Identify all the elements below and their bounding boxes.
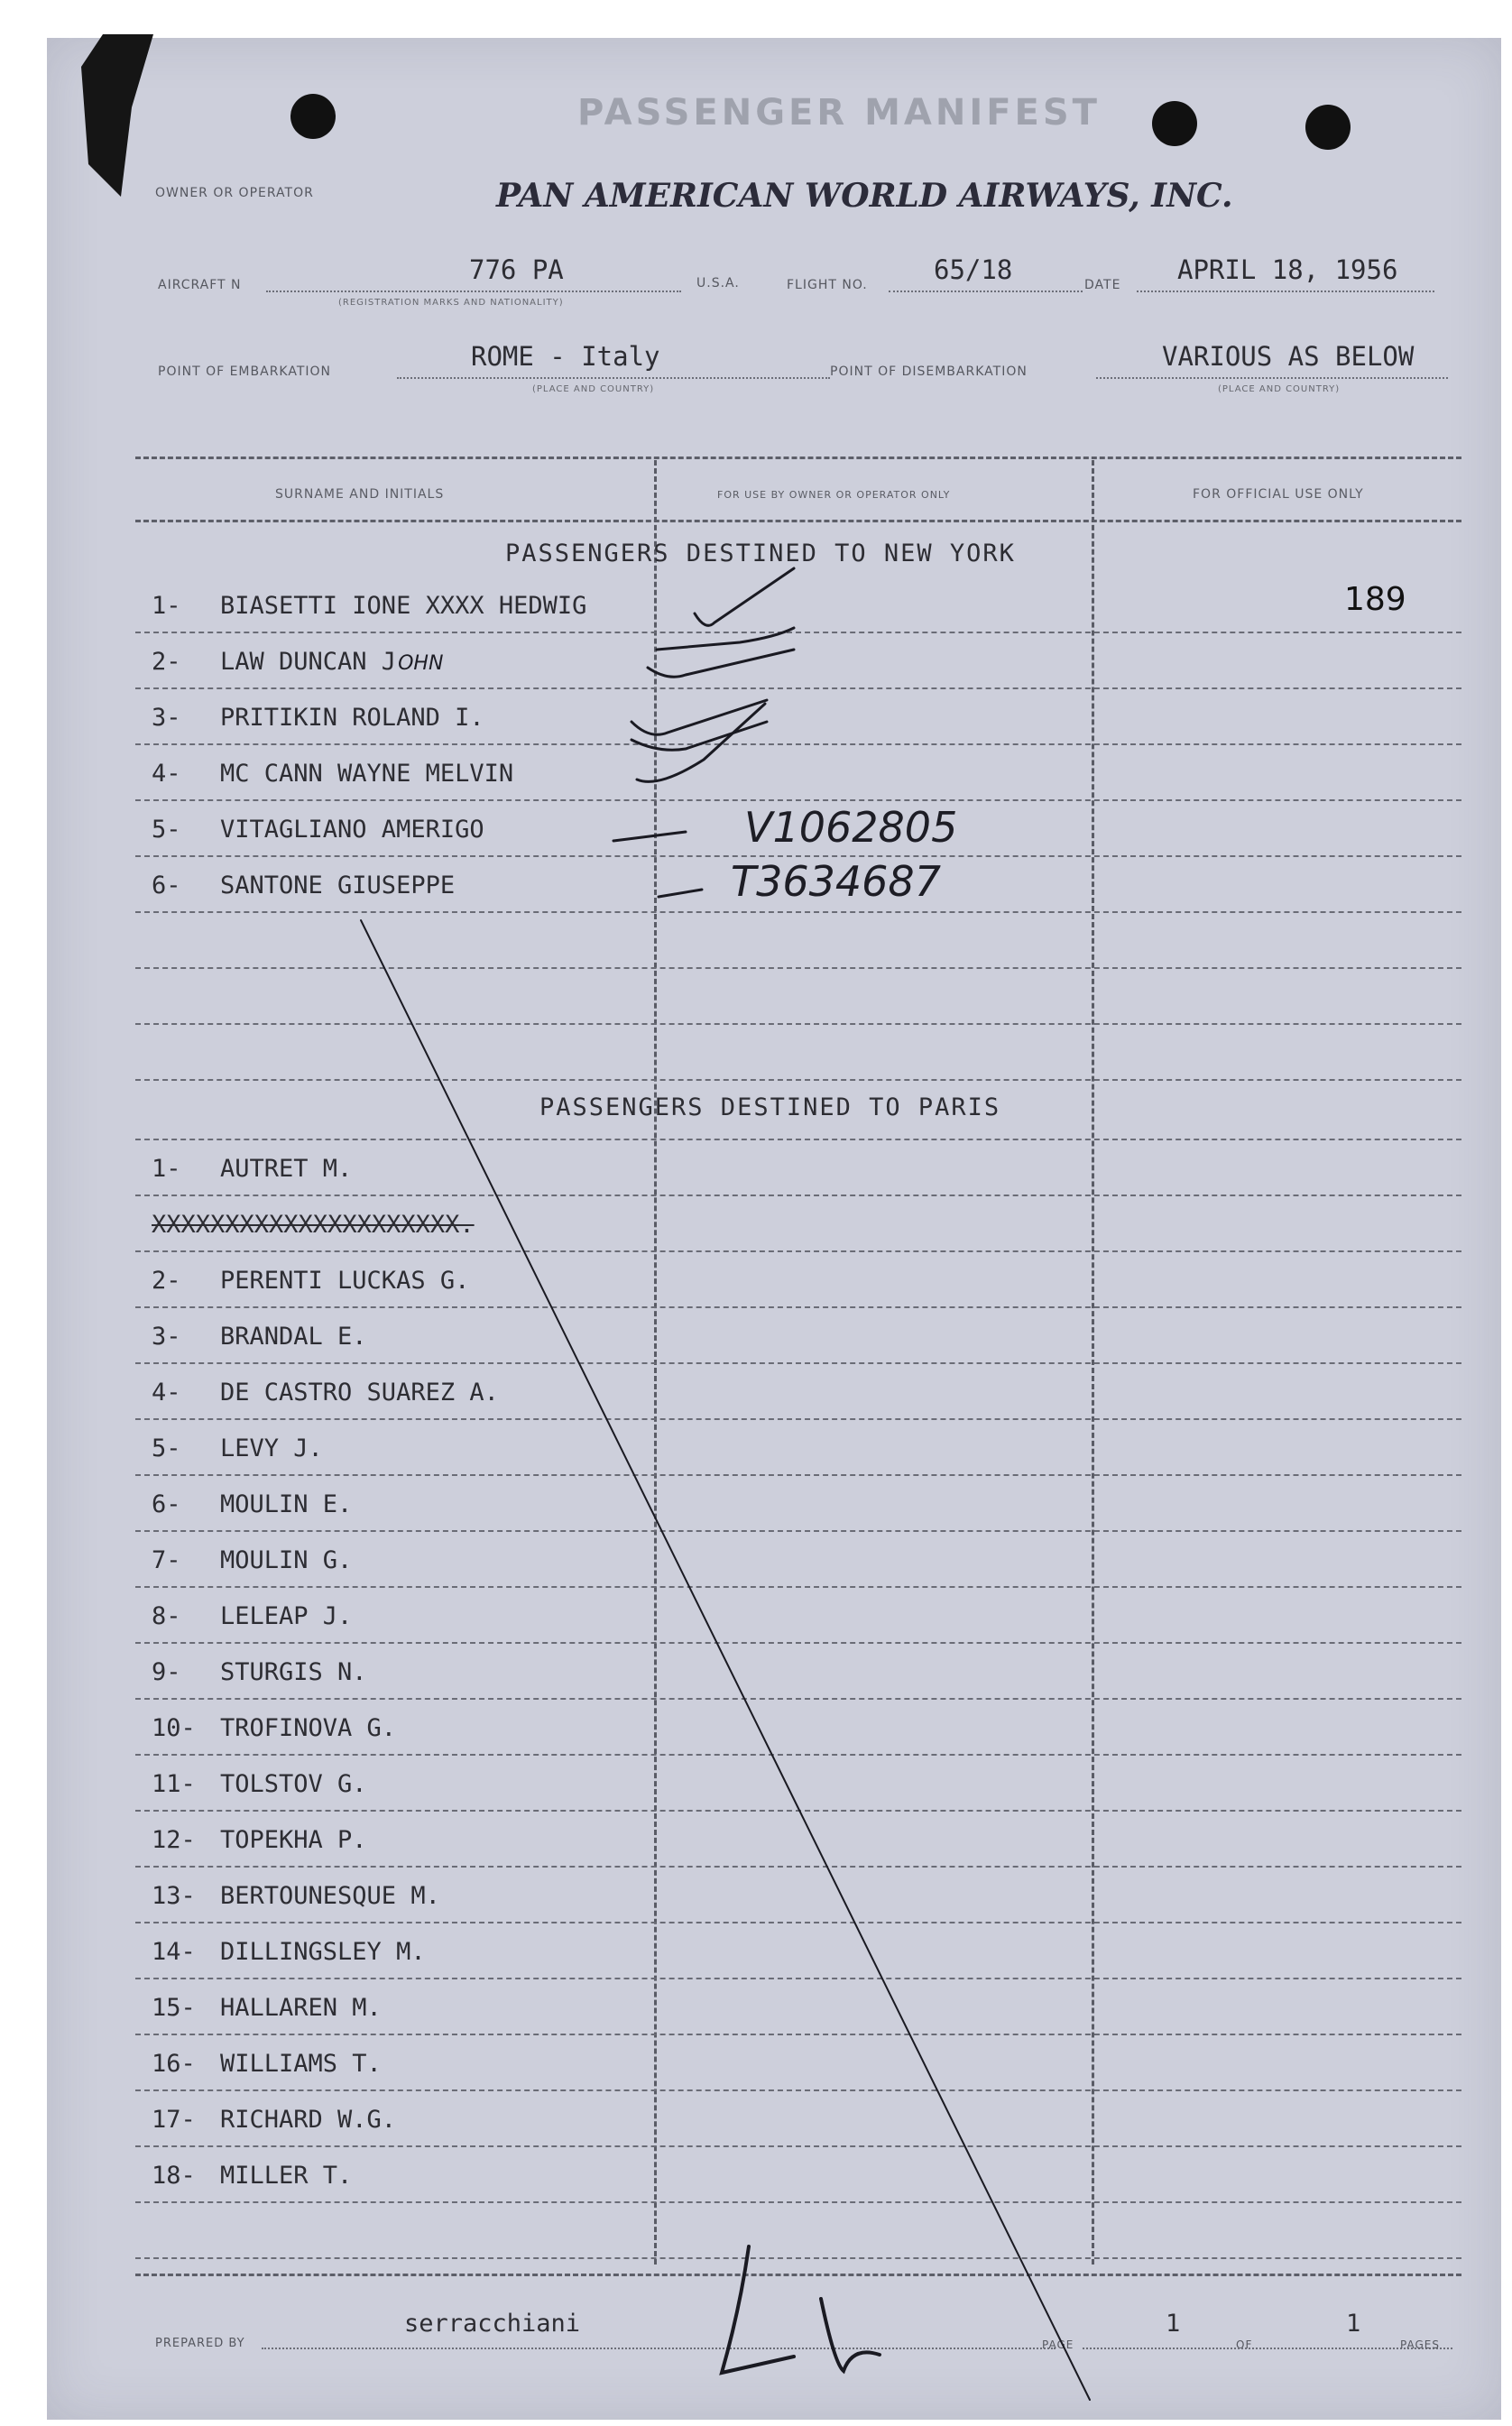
initials-mark (722, 2246, 880, 2373)
section-heading-new-york: PASSENGERS DESTINED TO NEW YORK (505, 540, 1016, 567)
col-surname-header: SURNAME AND INITIALS (275, 487, 445, 502)
list-item: XXXXXXXXXXXXXXXXXXXXX. (152, 1211, 475, 1239)
handwritten-number: V1062805 (744, 803, 958, 852)
list-item: 11- TOLSTOV G. (152, 1770, 367, 1798)
list-item: 4- DE CASTRO SUAREZ A. (152, 1379, 499, 1407)
list-item: 3- PRITIKIN ROLAND I. (152, 704, 484, 732)
dash-row-6 (659, 890, 702, 897)
official-mark: 189 (1344, 581, 1406, 618)
list-item: 2- LAW DUNCAN JOHN (152, 648, 444, 676)
checkmark-2 (657, 628, 794, 650)
list-item: 15- HALLAREN M. (152, 1994, 382, 2022)
list-item: 5- VITAGLIANO AMERIGO (152, 816, 484, 844)
registration-note: (REGISTRATION MARKS AND NATIONALITY) (338, 298, 564, 308)
list-item: 4- MC CANN WAYNE MELVIN (152, 760, 514, 788)
aircraft-label: AIRCRAFT N (158, 278, 242, 292)
flight-value: 65/18 (934, 254, 1013, 285)
owner-label: OWNER OR OPERATOR (155, 186, 314, 200)
list-item: 10- TROFINOVA G. (152, 1714, 397, 1742)
embark-label: POINT OF EMBARKATION (158, 364, 332, 379)
date-label: DATE (1084, 278, 1121, 292)
dash-row-5 (613, 832, 686, 841)
checkmark-3 (648, 650, 794, 677)
prepared-label: PREPARED BY (155, 2337, 245, 2350)
list-item: 14- DILLINGSLEY M. (152, 1938, 426, 1966)
list-item: 13- BERTOUNESQUE M. (152, 1882, 440, 1910)
col-operator-header: FOR USE BY OWNER OR OPERATOR ONLY (717, 489, 951, 501)
of-label: OF (1236, 2338, 1253, 2351)
disembark-note: (PLACE AND COUNTRY) (1218, 384, 1341, 394)
list-item: 7- MOULIN G. (152, 1546, 353, 1574)
col-official-header: FOR OFFICIAL USE ONLY (1193, 487, 1364, 502)
checkmark-1 (695, 568, 794, 625)
list-item: 3- BRANDAL E. (152, 1323, 367, 1351)
handwritten-number: T3634687 (731, 857, 941, 906)
page-number: 1 (1166, 2310, 1181, 2338)
section-heading-paris: PASSENGERS DESTINED TO PARIS (539, 1093, 1001, 1121)
list-item: 16- WILLIAMS T. (152, 2050, 382, 2078)
document-title: PASSENGER MANIFEST (577, 92, 1101, 134)
list-item: 1- BIASETTI IONE XXXX HEDWIG (152, 592, 587, 620)
list-item: 6- MOULIN E. (152, 1490, 353, 1518)
list-item: 6- SANTONE GIUSEPPE (152, 872, 456, 899)
disembark-value: VARIOUS AS BELOW (1162, 341, 1415, 372)
list-item: 8- LELEAP J. (152, 1602, 353, 1630)
checkmark-5 (632, 722, 767, 750)
list-item: 1- AUTRET M. (152, 1155, 353, 1183)
disembark-label: POINT OF DISEMBARKATION (830, 364, 1028, 379)
owner-name: PAN AMERICAN WORLD AIRWAYS, INC. (496, 177, 1233, 215)
embark-note: (PLACE AND COUNTRY) (532, 384, 655, 394)
list-item: 18- MILLER T. (152, 2162, 353, 2190)
list-item: 2- PERENTI LUCKAS G. (152, 1267, 470, 1295)
pages-label: PAGES (1400, 2338, 1440, 2351)
prepared-by: serracchiani (404, 2310, 581, 2338)
usa-label: U.S.A. (696, 276, 740, 291)
list-item: 5- LEVY J. (152, 1434, 323, 1462)
page-label: PAGE (1042, 2338, 1074, 2351)
embark-value: ROME - Italy (471, 341, 660, 372)
list-item: 17- RICHARD W.G. (152, 2106, 397, 2134)
list-item: 12- TOPEKHA P. (152, 1826, 367, 1854)
page-total: 1 (1346, 2310, 1361, 2338)
aircraft-value: 776 PA (469, 254, 564, 285)
date-value: APRIL 18, 1956 (1177, 254, 1398, 285)
diagonal-strike (361, 920, 1090, 2400)
list-item: 9- STURGIS N. (152, 1658, 367, 1686)
flight-label: FLIGHT NO. (787, 278, 868, 292)
